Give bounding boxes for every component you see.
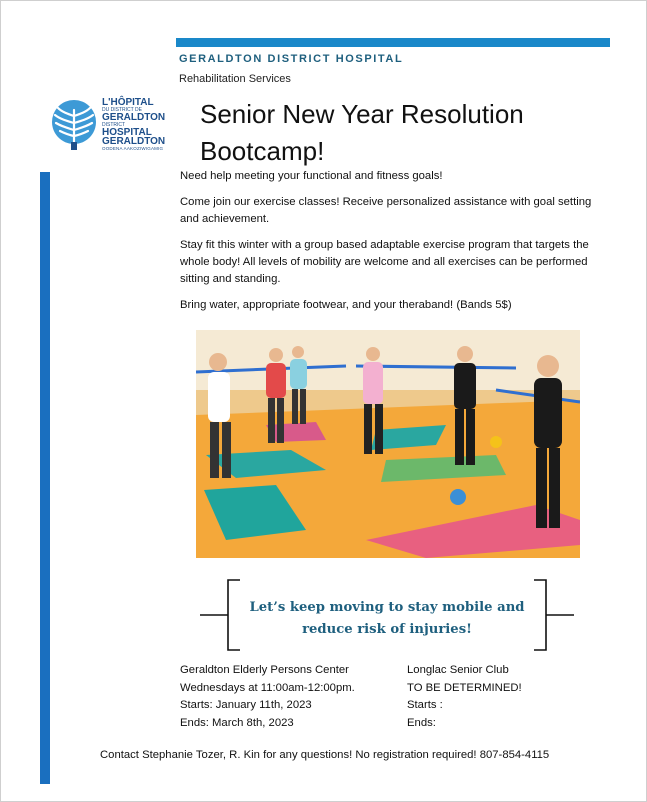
page-title	[200, 96, 580, 170]
logo-text-5: HOSPITAL	[102, 127, 152, 138]
title-line-1: Senior New Year Resolution	[200, 99, 524, 129]
title-line-2: Bootcamp!	[200, 136, 325, 166]
logo-text-1: L'HÔPITAL	[102, 97, 154, 108]
left-accent-bar	[40, 172, 50, 784]
callout-line-2: reduce risk of injuries!	[302, 622, 472, 637]
location-name: Geraldton Elderly Persons Center	[180, 664, 349, 676]
location-geraldton	[180, 662, 355, 732]
paragraph-2: Come join our exercise classes! Receive personalized assistance with goal setting and achievement.	[180, 196, 592, 225]
hospital-logo	[50, 96, 180, 160]
top-accent-bar	[176, 38, 610, 47]
hospital-name: GERALDTON DISTRICT HOSPITAL	[179, 53, 404, 65]
paragraph-1: Need help meeting your functional and fitness goals!	[180, 170, 443, 182]
location-ends: Ends: March 8th, 2023	[180, 716, 294, 729]
body-text	[180, 168, 600, 323]
paragraph-4: Bring water, appropriate footwear, and your theraband! (Bands 5$)	[180, 299, 512, 311]
location-schedule: TO BE DETERMINED!	[407, 681, 522, 694]
logo-text-6: GERALDTON	[102, 136, 166, 147]
logo-text-2: DU DISTRICT DE	[102, 107, 142, 113]
exercise-class-photo	[196, 330, 580, 558]
location-starts: Starts :	[407, 699, 443, 711]
location-starts: Starts: January 11th, 2023	[180, 699, 312, 711]
contact-line: Contact Stephanie Tozer, R. Kin for any questions! No registration required! 807-854-4115	[100, 749, 550, 761]
location-longlac	[407, 662, 522, 732]
logo-text-3: GERALDTON	[102, 112, 166, 123]
department-name: Rehabilitation Services	[179, 73, 291, 85]
location-schedule: Wednesdays at 11:00am-12:00pm.	[180, 681, 355, 694]
callout-line-1: Let’s keep moving to stay mobile and	[249, 600, 525, 615]
tree-logo-icon	[50, 98, 100, 158]
location-name: Longlac Senior Club	[407, 664, 509, 676]
paragraph-3: Stay fit this winter with a group based adaptable exercise program that targets the whole body! All levels of mobility are welcome and all exercises can be performed sitting and standing.	[180, 239, 589, 285]
callout-text	[237, 597, 537, 641]
logo-text-4: DISTRICT	[102, 122, 126, 128]
location-ends: Ends:	[407, 716, 436, 729]
logo-text-7: OODENA AAKOZIWIGAMIG	[102, 146, 164, 151]
